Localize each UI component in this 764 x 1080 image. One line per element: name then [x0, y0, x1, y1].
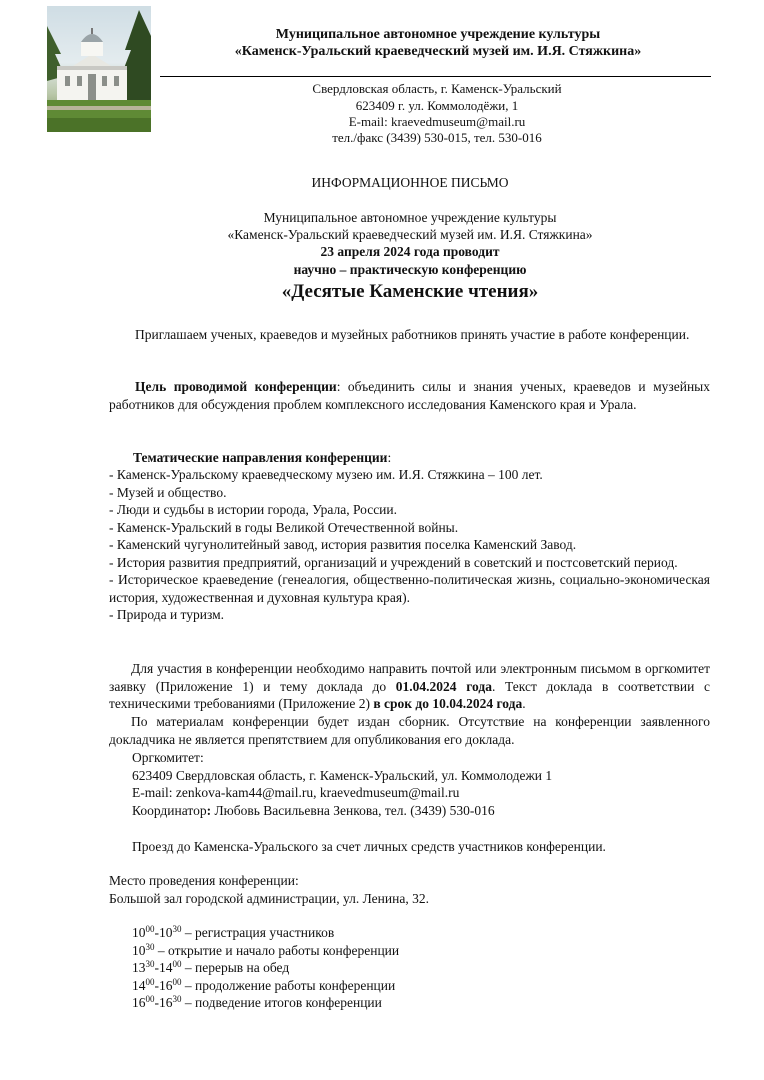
committee-coordinator: Координатор: Любовь Васильевна Зенкова, тел. (3439) 530-016	[132, 803, 495, 818]
topic-item: - Природа и туризм.	[109, 607, 225, 622]
topic-item: - Музей и общество.	[109, 484, 227, 500]
schedule-end-hour: 10	[159, 925, 173, 940]
venue-label: Место проведения конференции:	[109, 873, 299, 888]
topics-heading: Тематические направления конференции:	[133, 450, 392, 465]
schedule-item	[132, 977, 399, 995]
schedule-start-minutes: 00	[145, 924, 155, 934]
conference-title: «Десятые Каменские чтения»	[281, 281, 539, 302]
topic-item: - Историческое краеведение (генеалогия, общественно-политическая жизнь, социально-экономическая история, художественная и духовная культура края).	[109, 572, 710, 605]
text-deadline: в срок до 10.04.2024 года	[373, 696, 523, 711]
schedule-end-minutes: 00	[172, 976, 182, 987]
schedule-end-hour: 14	[159, 960, 173, 975]
schedule-range-separator: -	[154, 925, 159, 940]
topic-item: - Люди и судьбы в истории города, Урала, России.	[109, 502, 398, 517]
schedule-start-hour: 13	[132, 960, 146, 975]
header-divider	[160, 76, 711, 77]
schedule-item	[132, 959, 399, 977]
schedule-end-minutes: 30	[172, 994, 182, 1004]
schedule-end-minutes: 30	[172, 924, 182, 934]
schedule-start-hour: 10	[132, 925, 146, 940]
schedule-end-hour: 16	[159, 977, 173, 993]
schedule-list	[132, 924, 399, 1012]
schedule-start-hour: 16	[132, 995, 146, 1010]
schedule-start-hour: 14	[132, 977, 146, 993]
schedule-item	[132, 942, 399, 960]
schedule-activity: – открытие и начало работы конференции	[154, 942, 400, 958]
schedule-range-separator: -	[154, 977, 159, 993]
schedule-activity: – подведение итогов конференции	[181, 995, 382, 1010]
schedule-start-hour: 10	[132, 942, 146, 958]
conference-type: научно – практическую конференцию	[293, 262, 527, 277]
letter-heading: ИНФОРМАЦИОННОЕ ПИСЬМО	[311, 175, 509, 190]
schedule-range-separator: -	[154, 960, 159, 975]
schedule-start-minutes: 00	[145, 976, 155, 987]
participation-paragraph: Для участия в конференции необходимо направить почтой или электронным письмом в оргкомитет заявку (Приложение 1) и тему доклада до 01.04.2024 года. Текст доклада в соответствии с техническими требованиями (Приложение 2) в срок до 10.04.2024 года.	[109, 661, 710, 711]
museum-photo	[47, 6, 151, 132]
schedule-range-separator: -	[154, 995, 159, 1010]
invitation-paragraph: Приглашаем ученых, краеведов и музейных работников принять участие в работе конференции.	[135, 327, 690, 342]
schedule-item	[132, 994, 399, 1012]
schedule-start-minutes: 00	[145, 994, 155, 1004]
schedule-activity: – продолжение работы конференции	[181, 977, 396, 993]
application-deadline: 01.04.2024 года	[395, 678, 492, 694]
schedule-end-hour: 16	[159, 995, 173, 1010]
topic-item: - Каменск-Уральский в годы Великой Отечественной войны.	[109, 519, 459, 535]
schedule-start-minutes: 30	[145, 941, 155, 952]
travel-note: Проезд до Каменска-Уральского за счет личных средств участников конференции.	[132, 839, 606, 854]
topic-item: - Каменский чугунолитейный завод, история развития поселка Каменский Завод.	[109, 537, 577, 552]
committee-address: 623409 Свердловская область, г. Каменск-Уральский, ул. Коммолодежи 1	[132, 768, 553, 783]
letter-org-name: Муниципальное автономное учреждение культуры	[263, 210, 557, 225]
schedule-start-minutes: 30	[145, 959, 155, 969]
goal-label: Цель проводимой конференции	[135, 379, 337, 394]
topics-label: Тематические направления конференции	[133, 450, 388, 465]
schedule-activity: – регистрация участников	[181, 925, 335, 940]
address-email: E-mail: kraevedmuseum@mail.ru	[348, 114, 526, 129]
topic-item: - Каменск-Уральскому краеведческому музею им. И.Я. Стяжкина – 100 лет.	[109, 467, 543, 482]
topic-item: - История развития предприятий, организаций и учреждений в советский и постсоветский период.	[109, 554, 678, 570]
address-region: Свердловская область, г. Каменск-Уральский	[312, 81, 562, 96]
header-museum-name: «Каменск-Уральский краеведческий музей им. И.Я. Стяжкина»	[234, 44, 642, 59]
publication-paragraph: По материалам конференции будет издан сборник. Отсутствие на конференции заявленного докладчика не является препятствием для опубликования его доклада.	[109, 714, 710, 747]
header-org-name: Муниципальное автономное учреждение культуры	[275, 27, 601, 42]
topics-list	[109, 466, 710, 624]
goal-paragraph	[109, 378, 710, 413]
committee-label: Оргкомитет:	[132, 750, 204, 765]
schedule-end-minutes: 00	[172, 959, 182, 969]
goal-text: : объединить силы и знания ученых, краеведов и музейных работников для обсуждения проблем комплексного исследования Каменского края и Урала.	[109, 379, 710, 412]
conference-date: 23 апреля 2024 года проводит	[320, 244, 500, 259]
venue-place: Большой зал городской администрации, ул. Ленина, 32.	[109, 891, 429, 906]
schedule-activity: – перерыв на обед	[181, 960, 290, 975]
committee-email: E-mail: zenkova-kam44@mail.ru, kraevedmuseum@mail.ru	[132, 785, 460, 800]
address-street: 623409 г. ул. Коммолодёжи, 1	[355, 98, 519, 113]
schedule-item	[132, 924, 399, 942]
address-phone: тел./факс (3439) 530-015, тел. 530-016	[332, 130, 542, 145]
letter-museum-name: «Каменск-Уральский краеведческий музей им. И.Я. Стяжкина»	[227, 227, 593, 242]
